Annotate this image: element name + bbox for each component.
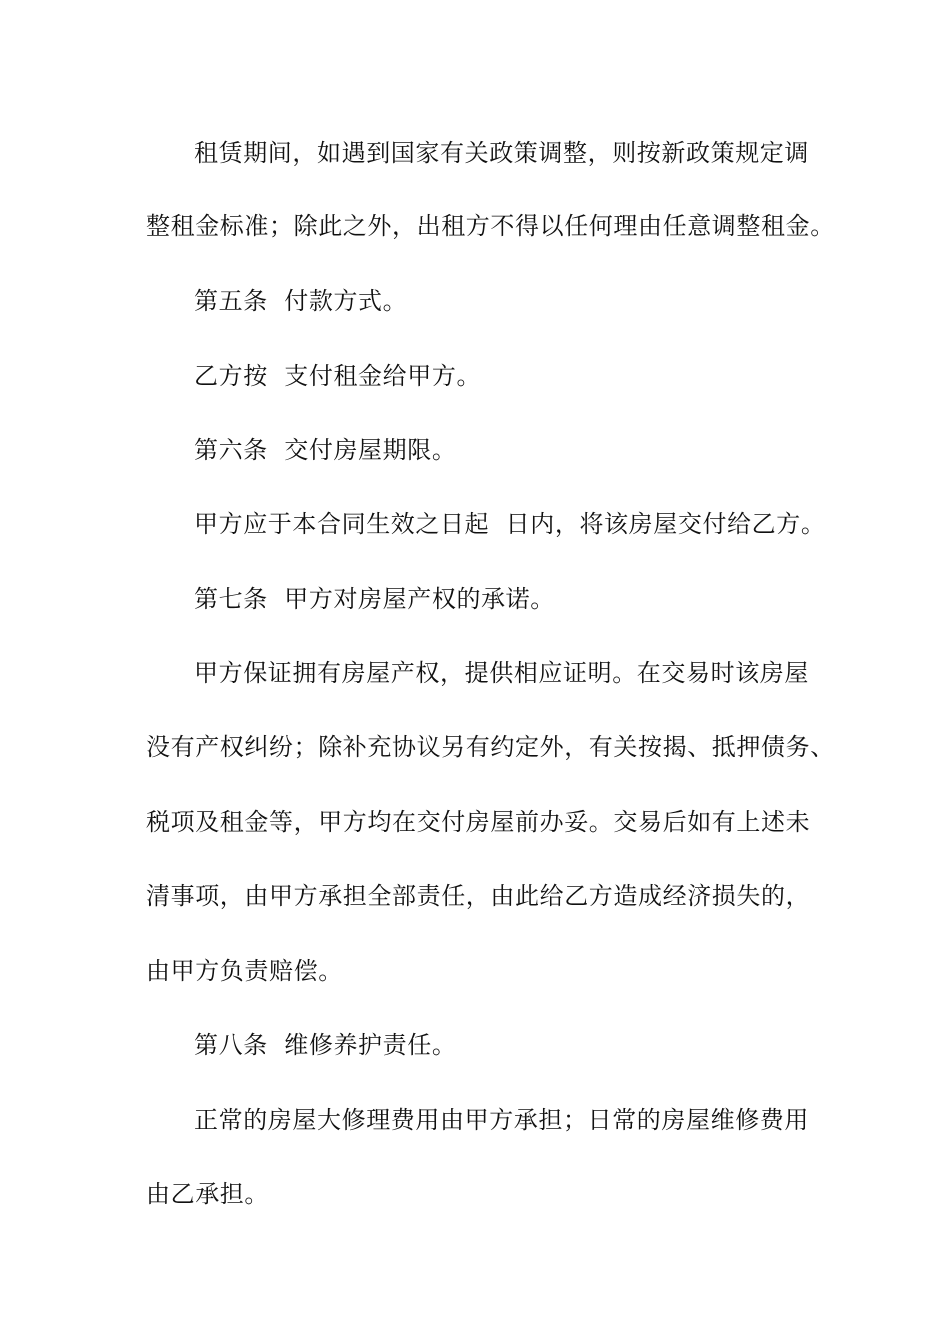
text-line: 乙方按 支付租金给甲方。	[194, 362, 482, 390]
text-line: 税项及租金等，甲方均在交付房屋前办妥。交易后如有上述未	[146, 808, 811, 836]
text-line: 由甲方负责赔偿。	[146, 957, 343, 985]
section-heading: 第八条 维修养护责任。	[194, 1031, 457, 1059]
section-heading: 第七条 甲方对房屋产权的承诺。	[194, 585, 555, 613]
text-line: 甲方保证拥有房屋产权，提供相应证明。在交易时该房屋	[194, 659, 809, 687]
text-line: 清事项，由甲方承担全部责任，由此给乙方造成经济损失的，	[146, 882, 811, 910]
text-line: 没有产权纠纷；除补充协议另有约定外，有关按揭、抵押债务、	[146, 733, 835, 761]
text-line: 由乙承担。	[146, 1180, 269, 1208]
section-heading: 第五条 付款方式。	[194, 287, 408, 315]
text-line: 甲方应于本合同生效之日起 日内，将该房屋交付给乙方。	[194, 510, 826, 538]
text-line: 正常的房屋大修理费用由甲方承担；日常的房屋维修费用	[194, 1106, 809, 1134]
text-line: 租赁期间，如遇到国家有关政策调整，则按新政策规定调	[194, 139, 809, 167]
text-line: 整租金标准；除此之外，出租方不得以任何理由任意调整租金。	[146, 212, 835, 240]
section-heading: 第六条 交付房屋期限。	[194, 436, 457, 464]
